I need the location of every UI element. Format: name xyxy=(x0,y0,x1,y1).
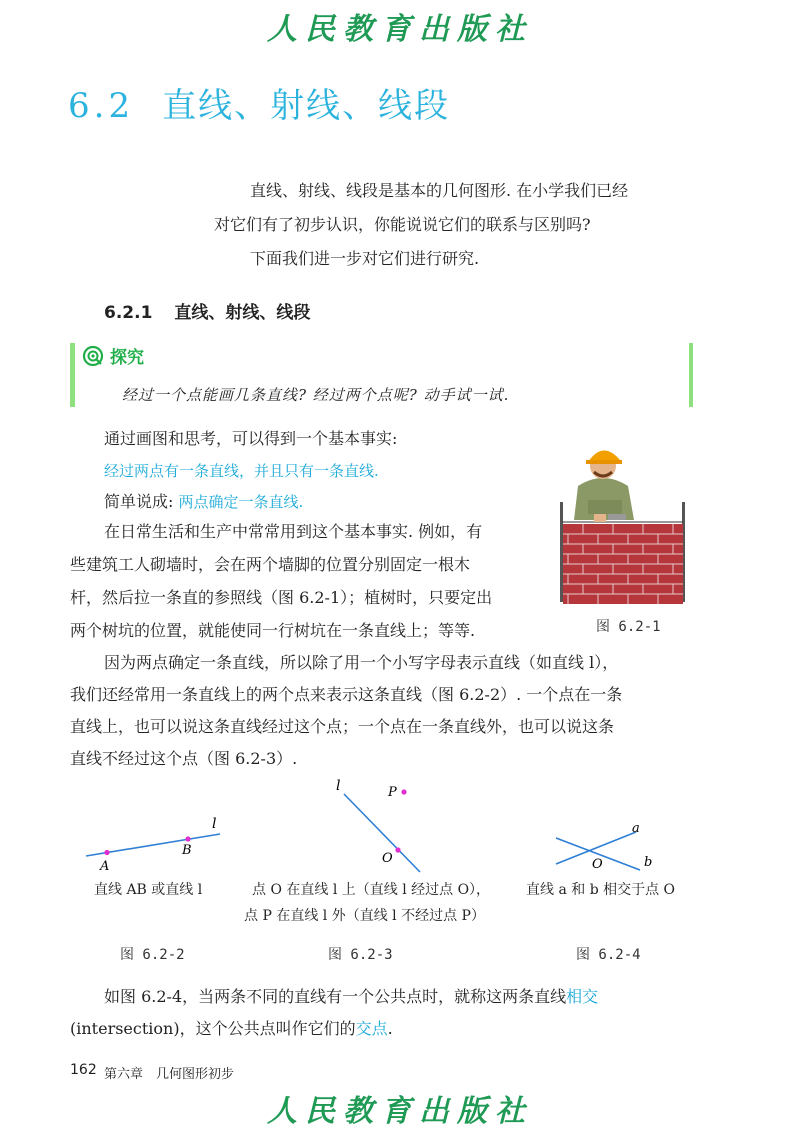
publisher-header: 人民教育出版社 xyxy=(267,12,533,47)
intro-line-1: 直线、射线、线段是基本的几何图形. 在小学我们已经 xyxy=(250,181,629,200)
explore-bar-right xyxy=(689,343,693,407)
simple-prefix: 简单说成: xyxy=(104,492,179,511)
fig2-caption: 图 6.2-2 xyxy=(120,947,185,963)
section-title-text: 直线、射线、线段 xyxy=(162,86,451,126)
page-number: 162 xyxy=(70,1062,97,1078)
fig2-diagram xyxy=(80,808,240,878)
explore-heading xyxy=(82,343,144,368)
explore-label: 探究 xyxy=(110,348,144,368)
p4-line2-suffix: . xyxy=(387,1019,393,1038)
fig1-caption: 图 6.2-1 xyxy=(596,619,661,635)
body-p2-line-1: 在日常生活和生产中常常用到这个基本事实. 例如，有 xyxy=(104,522,483,541)
fig2-text: 直线 AB 或直线 l xyxy=(94,882,203,898)
body-p4-line-2 xyxy=(70,1014,393,1044)
body-p2-line-2: 些建筑工人砌墙时，会在两个墙脚的位置分别固定一根木 xyxy=(70,555,471,574)
section-title xyxy=(68,78,450,127)
fig3-text-2: 点 P 在直线 l 外（直线 l 不经过点 P） xyxy=(244,908,485,924)
intro-line-2: 对它们有了初步认识，你能说说它们的联系与区别吗? xyxy=(214,215,591,234)
fig2-label-b: B xyxy=(182,843,192,858)
fig3-diagram xyxy=(326,776,436,878)
body-p3-line-3: 直线上，也可以说这条直线经过这个点；一个点在一条直线外，也可以说这条 xyxy=(70,717,615,736)
subsection-title xyxy=(104,298,310,323)
chapter-title: 第六章 几何图形初步 xyxy=(104,1067,235,1082)
fig4-label-b: b xyxy=(644,855,653,870)
intro-line-3: 下面我们进一步对它们进行研究. xyxy=(250,249,480,268)
body-p3-line-1: 因为两点确定一条直线，所以除了用一个小写字母表示直线（如直线 l）， xyxy=(104,653,619,672)
term-intersection-point: 交点 xyxy=(355,1019,388,1038)
publisher-footer: 人民教育出版社 xyxy=(267,1094,533,1129)
simple-fact: 两点确定一条直线. xyxy=(178,493,304,511)
body-p4-line-1 xyxy=(104,982,598,1012)
fig4-label-a: a xyxy=(632,821,640,836)
fig4-label-o: O xyxy=(592,857,603,872)
body-p3-line-4: 直线不经过这个点（图 6.2-3）. xyxy=(70,749,298,768)
p4-line1-prefix: 如图 6.2-4，当两条不同的直线有一个公共点时，就称这两条直线 xyxy=(104,987,567,1006)
fig2-point-a xyxy=(104,850,109,855)
subsection-title-text: 直线、射线、线段 xyxy=(174,303,311,323)
fig4-diagram xyxy=(548,818,678,878)
fig3-point-o xyxy=(395,847,400,852)
fig2-label-l: l xyxy=(212,816,217,832)
fig2-label-a: A xyxy=(100,859,110,874)
fig3-point-p xyxy=(401,789,406,794)
body-p1: 通过画图和思考，可以得到一个基本事实: xyxy=(104,429,398,448)
fig3-label-o: O xyxy=(382,851,393,866)
body-p3-line-2: 我们还经常用一条直线上的两个点来表示这条直线（图 6.2-2）. 一个点在一条 xyxy=(70,685,623,704)
explore-icon xyxy=(82,345,104,367)
explore-text: 经过一个点能画几条直线? 经过两个点呢? 动手试一试. xyxy=(122,386,510,404)
p4-line2-prefix: (intersection)，这个公共点叫作它们的 xyxy=(70,1019,356,1038)
section-number: 6.2 xyxy=(68,86,135,126)
basic-fact: 经过两点有一条直线，并且只有一条直线. xyxy=(104,462,379,480)
explore-bar-left xyxy=(70,343,75,407)
fig3-text-1: 点 O 在直线 l 上（直线 l 经过点 O）， xyxy=(252,882,491,898)
fig4-caption: 图 6.2-4 xyxy=(576,947,641,963)
simple-statement xyxy=(104,487,303,517)
fig3-label-p: P xyxy=(388,785,397,800)
fig3-caption: 图 6.2-3 xyxy=(328,947,393,963)
body-p2-line-4: 两个树坑的位置，就能使同一行树坑在一条直线上；等等. xyxy=(70,621,476,640)
term-intersect: 相交 xyxy=(566,987,599,1006)
worker-illustration xyxy=(548,436,696,610)
fig3-label-l: l xyxy=(336,778,341,794)
body-p2-line-3: 杆，然后拉一条直的参照线（图 6.2-1）；植树时，只要定出 xyxy=(70,588,493,607)
fig2-point-b xyxy=(185,836,190,841)
subsection-number: 6.2.1 xyxy=(104,303,153,323)
fig4-text: 直线 a 和 b 相交于点 O xyxy=(526,882,676,898)
